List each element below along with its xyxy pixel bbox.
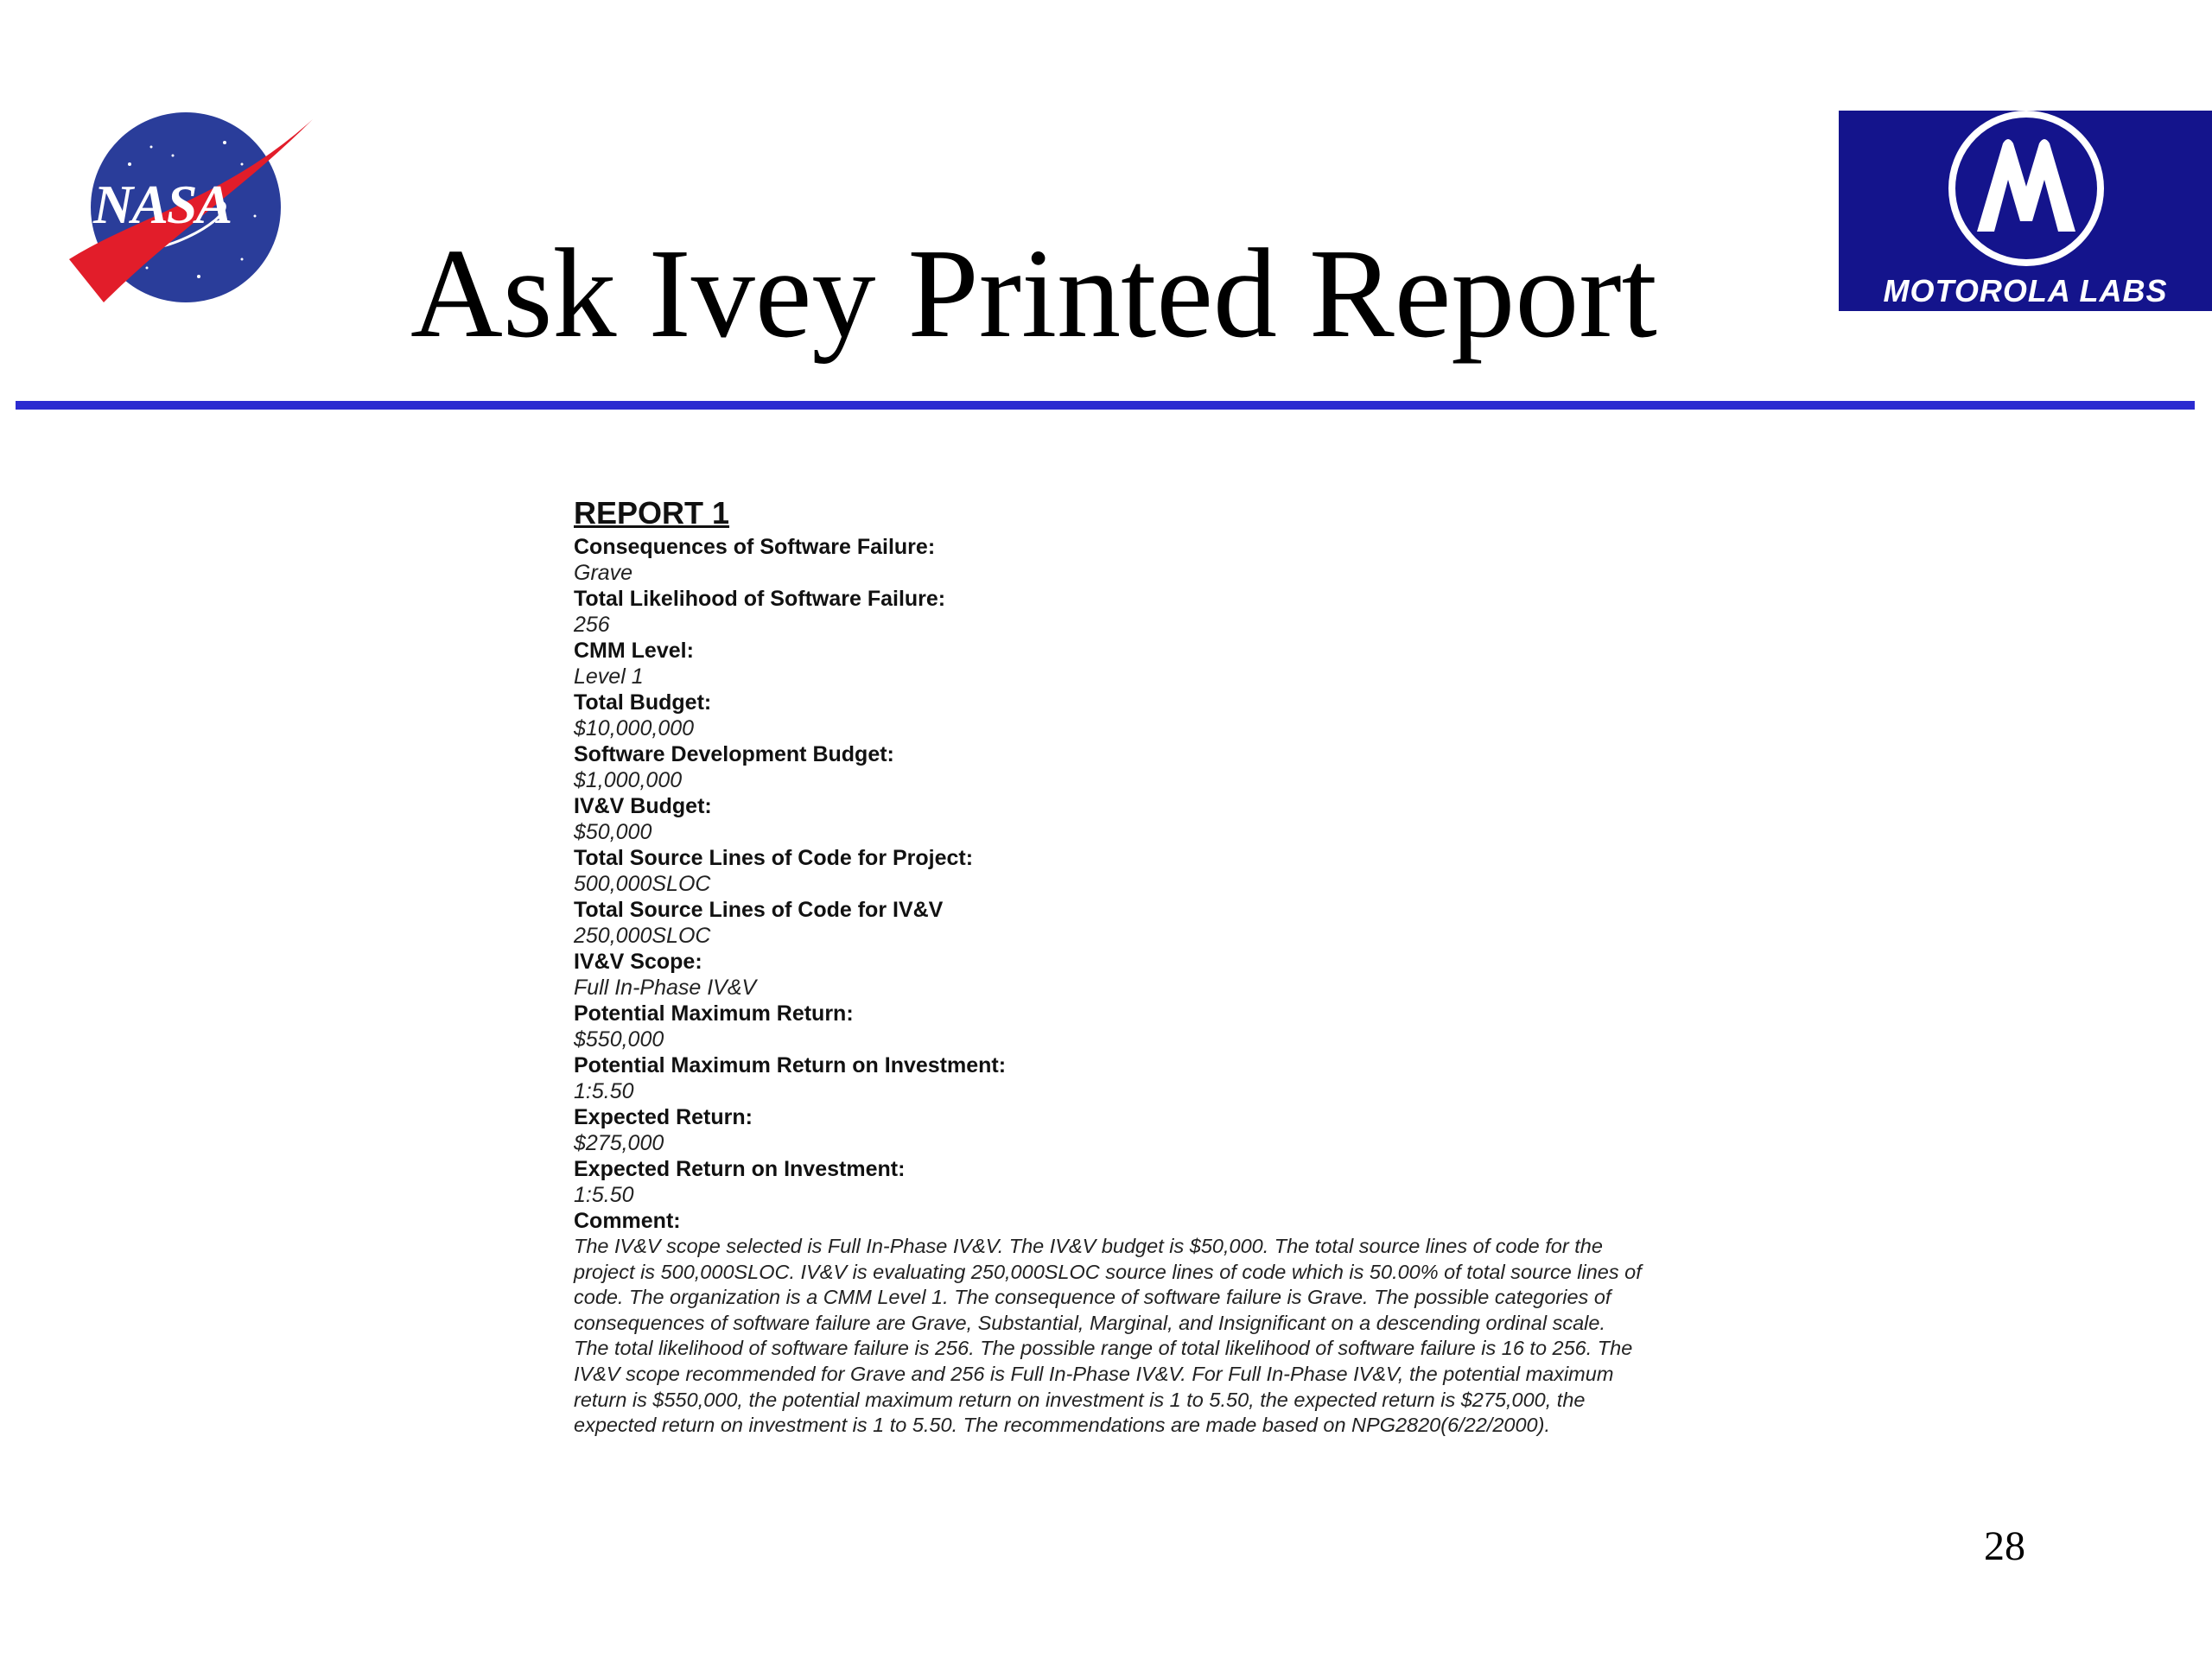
- field-label: IV&V Scope:: [574, 950, 702, 974]
- motorola-labs-logo: [1839, 111, 2212, 311]
- field-value: 250,000SLOC: [574, 924, 711, 948]
- field-label: Potential Maximum Return:: [574, 1001, 854, 1026]
- field-value: $50,000: [574, 820, 652, 844]
- field-label: Expected Return:: [574, 1105, 753, 1129]
- field-label: Software Development Budget:: [574, 742, 894, 766]
- field-label: Consequences of Software Failure:: [574, 535, 936, 559]
- field-value: 256: [574, 613, 610, 637]
- field-label: CMM Level:: [574, 639, 694, 663]
- field-value: $1,000,000: [574, 768, 683, 792]
- field-value: Grave: [574, 561, 633, 585]
- field-label: Total Budget:: [574, 690, 712, 715]
- field-value: Level 1: [574, 664, 644, 689]
- field-label: Potential Maximum Return on Investment:: [574, 1053, 1007, 1077]
- slide-title: Ask Ivey Printed Report: [410, 223, 1657, 365]
- field-value: $10,000,000: [574, 716, 695, 741]
- field-value: 1:5.50: [574, 1079, 634, 1103]
- title-divider: [16, 401, 2195, 410]
- field-value: 1:5.50: [574, 1183, 634, 1207]
- report-section: [574, 494, 1662, 1439]
- field-label: IV&V Budget:: [574, 794, 712, 818]
- field-label: Total Source Lines of Code for IV&V: [574, 898, 944, 922]
- page-number: 28: [1984, 1523, 2025, 1569]
- comment-text: The IV&V scope selected is Full In-Phase IV&V. The IV&V budget is $50,000. The total source lines of code for the project is 500,000SLOC. IV&V is evaluating 250,000SLOC source lines of code which is 50.00% of total source lines of code. The organization is a CMM Level 1. The consequence of software failure is Grave. The possible categories of consequences of software failure are Grave, Substantial, Marginal, and Insignificant on a descending ordinal scale. The total likelihood of software failure is 256. The possible range of total likelihood of software failure is 16 to 256. The IV&V scope recommended for Grave and 256 is Full In-Phase IV&V. For Full In-Phase IV&V, the potential maximum return is $550,000, the potential maximum return on investment is 1 to 5.50, the expected return is $275,000, the expected return on investment is 1 to 5.50. The recommendations are made based on NPG2820(6/22/2000).: [574, 1235, 1642, 1437]
- motorola-m-icon: [1944, 111, 2108, 266]
- field-value: $550,000: [574, 1027, 664, 1052]
- field-label: Total Likelihood of Software Failure:: [574, 587, 946, 611]
- report-heading: REPORT 1: [574, 495, 730, 531]
- nasa-logo-text: NASA: [93, 174, 232, 235]
- motorola-labs-text: MOTOROLA LABS: [1883, 273, 2168, 308]
- field-label: Expected Return on Investment:: [574, 1157, 906, 1181]
- comment-label: Comment:: [574, 1209, 681, 1233]
- nasa-logo: [69, 112, 328, 311]
- field-value: Full In-Phase IV&V: [574, 976, 757, 1000]
- field-value: $275,000: [574, 1131, 664, 1155]
- field-value: 500,000SLOC: [574, 872, 711, 896]
- field-label: Total Source Lines of Code for Project:: [574, 846, 974, 870]
